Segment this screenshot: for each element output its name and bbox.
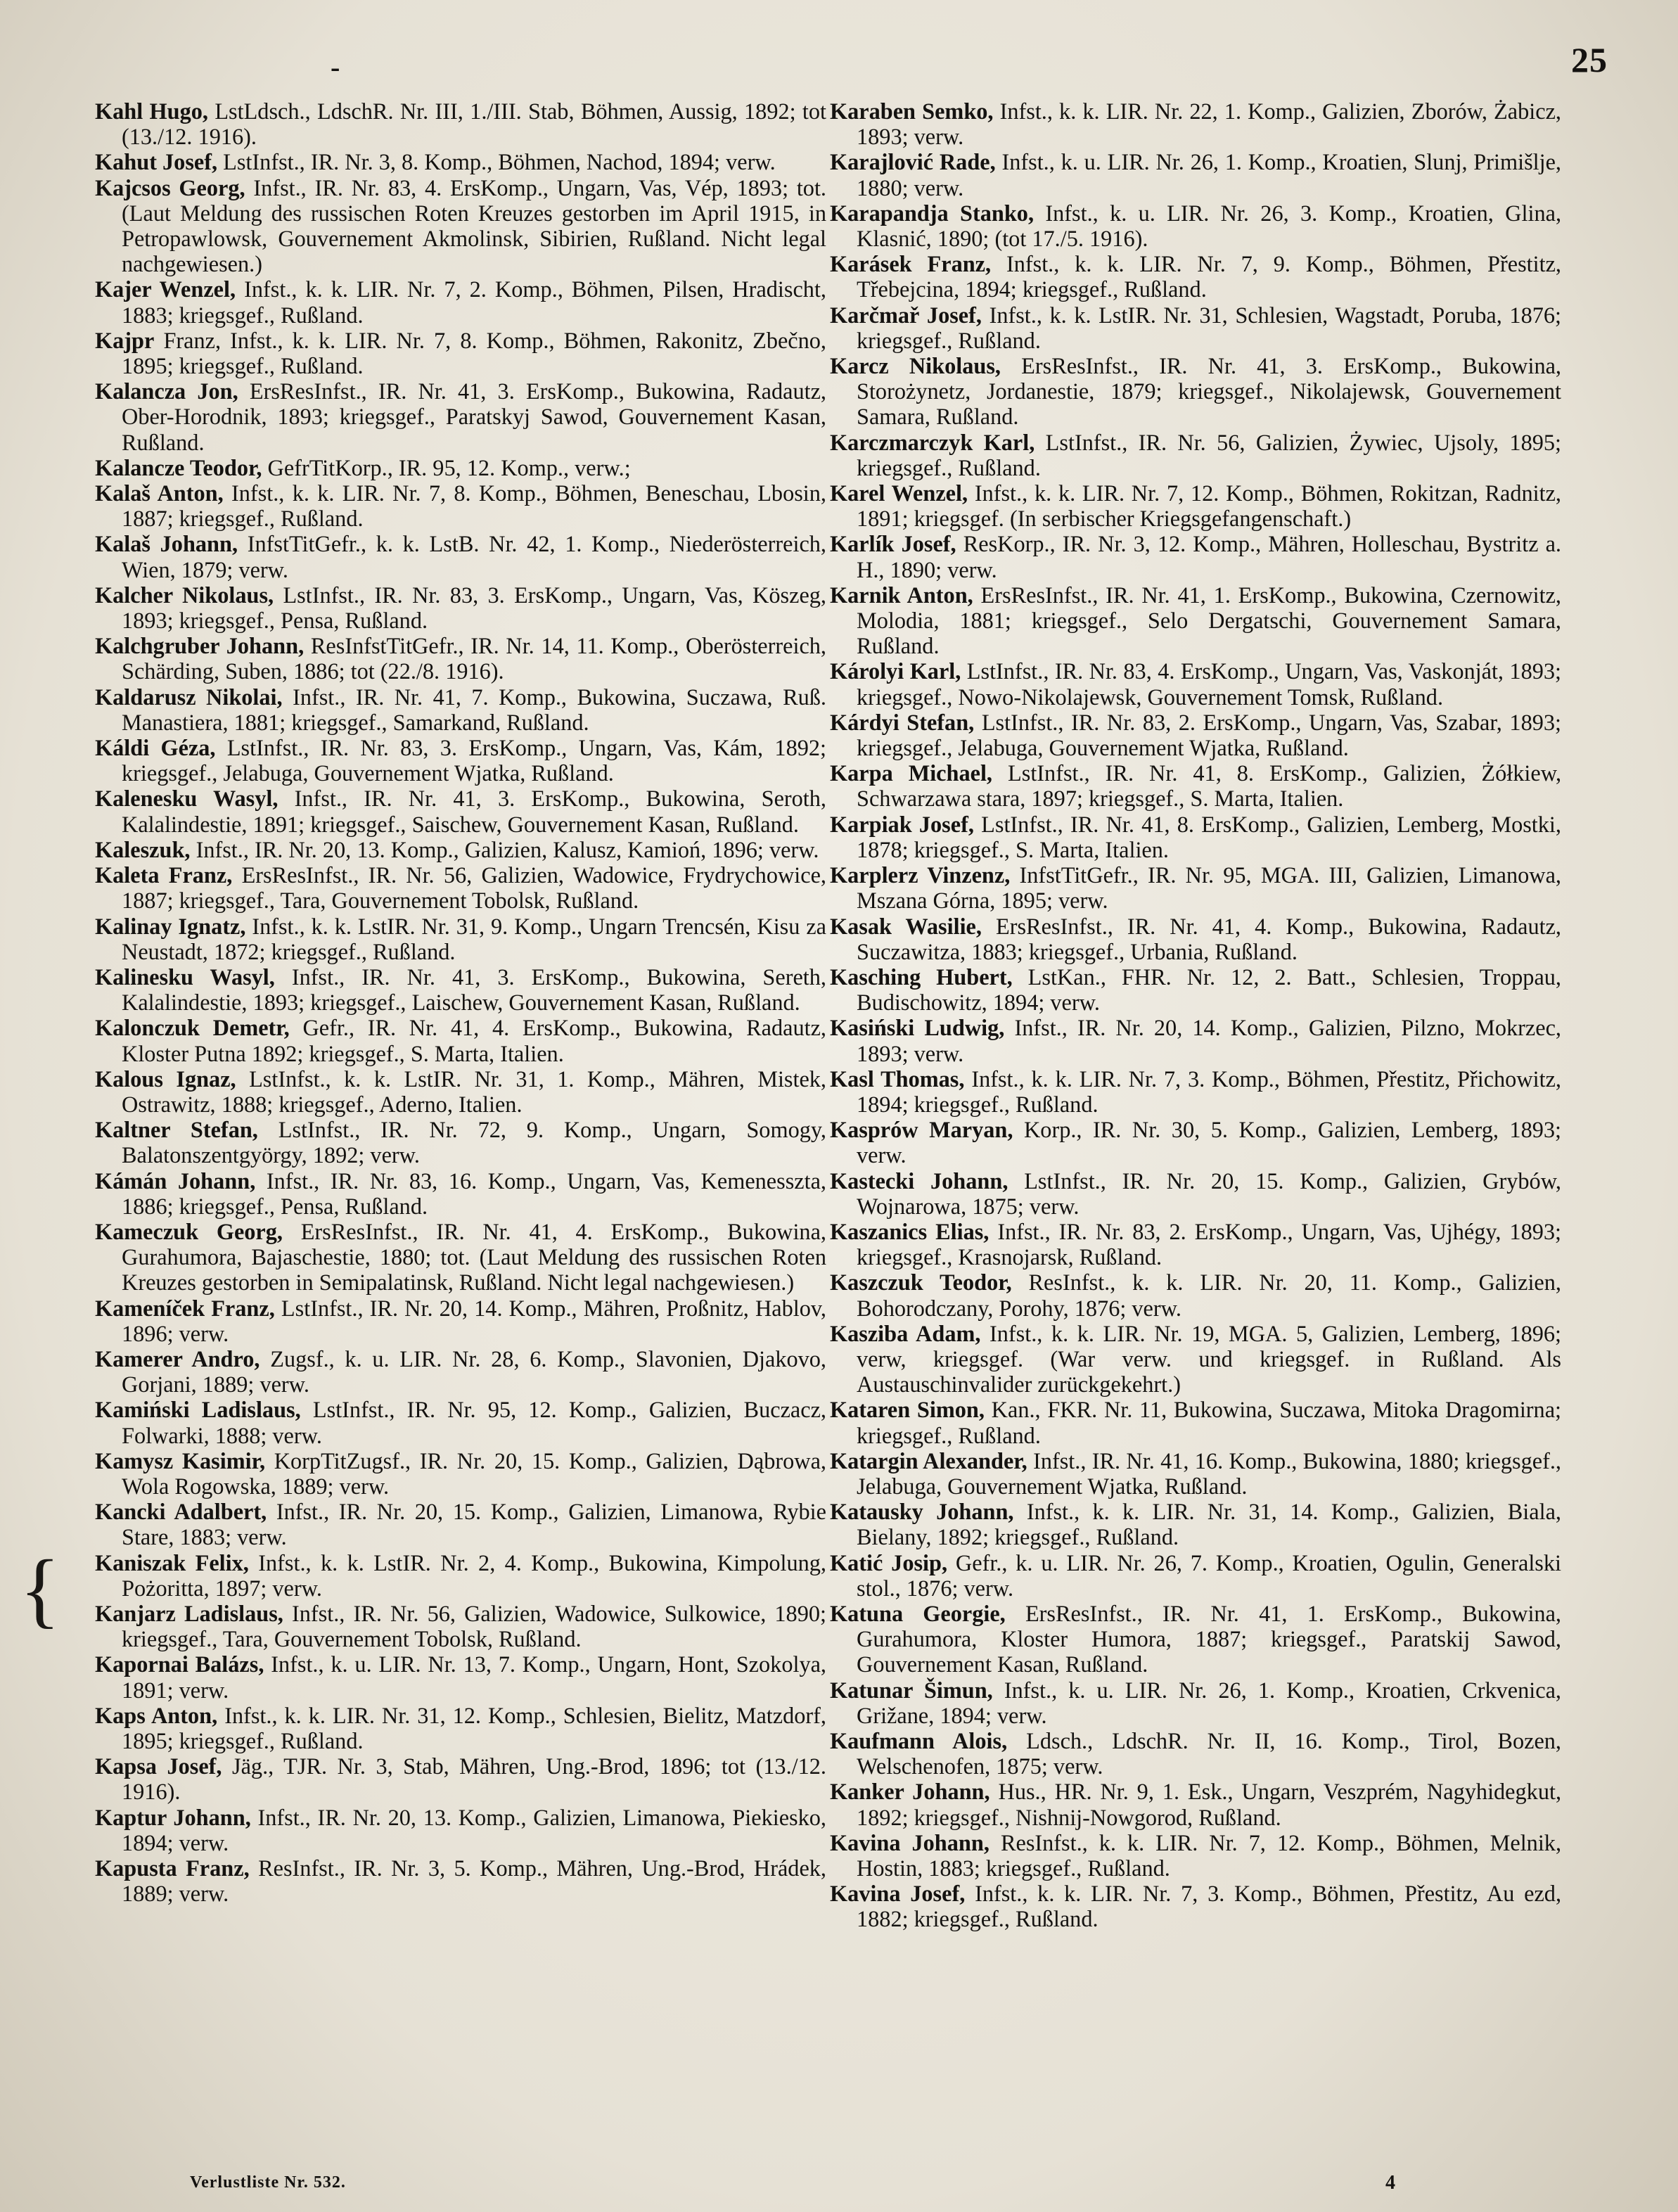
list-entry: [95, 328, 826, 378]
entry-name: Kalchgruber Johann,: [95, 633, 305, 659]
entry-name: Karlík Josef,: [830, 531, 956, 557]
entry-name: Kasiński Ludwig,: [830, 1015, 1005, 1041]
entry-name: Kataren Simon,: [830, 1397, 985, 1423]
entry-details: Infst., k. k. LIR. Nr. 31, 14. Komp., Galizien, Biala, Bielany, 1892; kriegsgef., Rußland.: [857, 1499, 1561, 1550]
entry-details: ErsResInfst., IR. Nr. 56, Galizien, Wadowice, Frydrychowice, 1887; kriegsgef., Tara, Gouvernement Tobolsk, Rußland.: [122, 862, 827, 914]
entry-details: Infst., k. k. LIR. Nr. 7, 2. Komp., Böhmen, Pilsen, Hradischt, 1883; kriegsgef., Rußland.: [122, 276, 826, 328]
list-entry: [95, 633, 826, 684]
entry-name: Karaben Semko,: [830, 98, 994, 124]
entry-name: Kalous Ignaz,: [95, 1066, 236, 1092]
entry-details: ErsResInfst., IR. Nr. 41, 3. ErsKomp., Bukowina, Radautz, Ober-Horodnik, 1893; kriegsgef., Paratskyj Sawod, Gouvernement Kasan, Rußland.: [122, 378, 826, 455]
entry-name: Kanker Johann,: [830, 1779, 990, 1805]
page-number: 25: [1571, 40, 1608, 79]
list-entry: [95, 276, 826, 327]
entry-name: Karajlović Rade,: [830, 149, 996, 175]
entry-details: Korp., IR. Nr. 30, 5. Komp., Galizien, Lemberg, 1893; verw.: [857, 1117, 1562, 1168]
entry-name: Kaniszak Felix,: [95, 1549, 249, 1575]
entry-details: LstInfst., IR. Nr. 83, 2. ErsKomp., Ungarn, Vas, Szabar, 1893; kriegsgef., Jelabuga, Gouvernement Wjatka, Rußland.: [857, 709, 1562, 761]
entry-name: Kasziba Adam,: [830, 1320, 981, 1346]
entry-details: Infst., k. u. LIR. Nr. 26, 3. Komp., Kroatien, Glina, Klasnić, 1890; (tot 17./5. 1916).: [857, 200, 1562, 252]
list-entry: [95, 455, 826, 480]
list-entry: [830, 914, 1561, 964]
entry-name: Katić Josip,: [830, 1549, 948, 1575]
entry-details: ErsResInfst., IR. Nr. 41, 1. ErsKomp., Bukowina, Gurahumora, Kloster Humora, 1887; kriegsgef., Paratskij Sawod, Gouvernement Kasan, Rußland.: [857, 1600, 1561, 1677]
list-entry: [830, 1881, 1561, 1931]
list-entry: [830, 1270, 1561, 1320]
entry-name: Kalancze Teodor,: [95, 454, 262, 480]
entry-name: Kameczuk Georg,: [95, 1218, 283, 1244]
right-column: [830, 98, 1561, 1932]
entry-name: Kapusta Franz,: [95, 1855, 250, 1881]
entry-details: ResInfst., k. k. LIR. Nr. 20, 11. Komp., Galizien, Bohorodczany, Porohy, 1876; verw.: [857, 1270, 1561, 1321]
entry-name: Kasching Hubert,: [830, 964, 1013, 990]
entry-details: Infst., IR. Nr. 83, 16. Komp., Ungarn, Vas, Kemenesszta, 1886; kriegsgef., Pensa, Rußland.: [122, 1168, 826, 1219]
entry-details: Infst., k. u. LIR. Nr. 26, 1. Komp., Kroatien, Crkvenica, Grižane, 1894; verw.: [857, 1677, 1562, 1728]
entry-details: KorpTitZugsf., IR. Nr. 20, 15. Komp., Galizien, Dąbrowa, Wola Rogowska, 1889; verw.: [122, 1447, 826, 1499]
entry-details: LstInfst., IR. Nr. 20, 14. Komp., Mähren, Proßnitz, Hablov, 1896; verw.: [122, 1295, 826, 1346]
entry-name: Kámán Johann,: [95, 1168, 256, 1194]
entry-details: Infst., k. k. LIR. Nr. 31, 12. Komp., Schlesien, Bielitz, Matzdorf, 1895; kriegsgef., Rußland.: [122, 1702, 826, 1753]
entry-details: Gefr., IR. Nr. 41, 4. ErsKomp., Bukowina, Radautz, Kloster Putna 1892; kriegsgef., S. Marta, Italien.: [122, 1015, 826, 1066]
entry-name: Kárdyi Stefan,: [830, 709, 975, 735]
list-entry: [95, 1499, 826, 1549]
entry-details: Infst., k. k. LIR. Nr. 7, 8. Komp., Böhmen, Beneschau, Lbosin, 1887; kriegsgef., Rußland.: [122, 480, 826, 532]
entry-name: Kajpr: [95, 327, 155, 353]
entry-details: ResInfst., k. k. LIR. Nr. 7, 12. Komp., Böhmen, Melnik, Hostin, 1883; kriegsgef., Rußland.: [857, 1829, 1562, 1881]
entry-details: Kan., FKR. Nr. 11, Bukowina, Suczawa, Mitoka Dragomirna; kriegsgef., Rußland.: [857, 1397, 1562, 1448]
entry-name: Kaptur Johann,: [95, 1804, 251, 1830]
list-entry: [95, 378, 826, 455]
entry-details: LstInfst., IR. Nr. 95, 12. Komp., Galizien, Buczacz, Folwarki, 1888; verw.: [122, 1397, 826, 1448]
list-entry: [830, 1117, 1561, 1168]
entry-name: Katunar Šimun,: [830, 1677, 993, 1703]
entry-name: Kalinay Ignatz,: [95, 913, 246, 939]
list-entry: [95, 964, 826, 1015]
list-entry: [95, 1296, 826, 1346]
entry-details: ErsResInfst., IR. Nr. 41, 4. Komp., Bukowina, Radautz, Suczawitza, 1883; kriegsgef., Urbania, Rußland.: [857, 913, 1561, 964]
entry-name: Kaufmann Alois,: [830, 1728, 1008, 1753]
entry-details: Jäg., TJR. Nr. 3, Stab, Mähren, Ung.-Brod, 1896; tot (13./12. 1916).: [122, 1753, 826, 1805]
entry-details: Infst., k. k. LIR. Nr. 7, 9. Komp., Böhmen, Přestitz, Třebejcina, 1894; kriegsgef., Rußland.: [857, 251, 1561, 302]
entry-details: Franz, Infst., k. k. LIR. Nr. 7, 8. Komp., Böhmen, Rakonitz, Zbečno, 1895; kriegsgef., Rußland.: [122, 327, 827, 379]
entry-name: Káldi Géza,: [95, 735, 216, 761]
list-entry: [95, 531, 826, 582]
entry-details: ResInfst., IR. Nr. 3, 5. Komp., Mähren, Ung.-Brod, Hrádek, 1889; verw.: [122, 1855, 827, 1907]
list-entry: [95, 1753, 826, 1804]
entry-details: LstInfst., IR. Nr. 56, Galizien, Żywiec, Ujsoly, 1895; kriegsgef., Rußland.: [857, 429, 1561, 480]
list-entry: [830, 1066, 1561, 1117]
entry-name: Kalonczuk Demetr,: [95, 1015, 290, 1041]
margin-brace-mark: {: [20, 1542, 60, 1636]
entry-name: Kasprów Maryan,: [830, 1117, 1013, 1143]
entry-details: LstInfst., IR. Nr. 83, 3. ErsKomp., Ungarn, Vas, Köszeg, 1893; kriegsgef., Pensa, Rußland.: [122, 582, 826, 634]
entry-details: Infst., k. u. LIR. Nr. 13, 7. Komp., Ungarn, Hont, Szokolya, 1891; verw.: [122, 1651, 826, 1703]
entry-details: LstInfst., IR. Nr. 83, 4. ErsKomp., Ungarn, Vas, Vaskonját, 1893; kriegsgef., Nowo-Nikolajewsk, Gouvernement Tomsk, Rußland.: [857, 658, 1561, 710]
list-entry: [830, 760, 1561, 811]
entry-name: Kaldarusz Nikolai,: [95, 684, 283, 710]
list-entry: [95, 1117, 826, 1168]
entry-name: Kamerer Andro,: [95, 1345, 260, 1372]
list-entry: [95, 1805, 826, 1855]
list-entry: [830, 430, 1561, 480]
entry-name: Karczmarczyk Karl,: [830, 429, 1035, 455]
entry-details: Infst., IR. Nr. 20, 15. Komp., Galizien, Limanowa, Rybie Stare, 1883; verw.: [122, 1499, 826, 1550]
entry-details: Infst., k. k. LIR. Nr. 19, MGA. 5, Galizien, Lemberg, 1896; verw, kriegsgef. (War verw. und kriegsgef. in Rußland. Als Austauschinvalider zurückgekehrt.): [857, 1320, 1561, 1398]
list-entry: [95, 1219, 826, 1296]
list-entry: [95, 480, 826, 531]
entry-name: Kapornai Balázs,: [95, 1651, 264, 1677]
list-entry: [830, 1499, 1561, 1549]
entry-details: ResInfstTitGefr., IR. Nr. 14, 11. Komp., Oberösterreich, Schärding, Suben, 1886; tot (22./8. 1916).: [122, 633, 826, 684]
entry-name: Karpa Michael,: [830, 760, 993, 786]
list-entry: [830, 1168, 1561, 1219]
list-entry: [95, 786, 826, 836]
entry-details: Infst., IR. Nr. 56, Galizien, Wadowice, Sulkowice, 1890; kriegsgef., Tara, Gouvernement Tobolsk, Rußland.: [122, 1600, 826, 1652]
footer-sheet-number: 4: [1385, 2172, 1395, 2194]
list-entry: [95, 1855, 826, 1906]
entry-name: Kalcher Nikolaus,: [95, 582, 274, 608]
list-entry: [830, 1728, 1561, 1779]
list-entry: [830, 1015, 1561, 1066]
entry-name: Kajer Wenzel,: [95, 276, 236, 302]
entry-name: Kaps Anton,: [95, 1702, 218, 1728]
entry-name: Karel Wenzel,: [830, 480, 968, 506]
list-entry: [830, 582, 1561, 659]
entry-name: Kastecki Johann,: [830, 1168, 1008, 1194]
entry-details: LstInfst., IR. Nr. 72, 9. Komp., Ungarn, Somogy, Balatonszentgyörgy, 1892; verw.: [122, 1117, 826, 1168]
list-entry: [830, 1779, 1561, 1829]
list-entry: [95, 684, 826, 735]
list-entry: [830, 862, 1561, 913]
entry-details: ErsResInfst., IR. Nr. 41, 3. ErsKomp., Bukowina, Storożynetz, Jordanestie, 1879; kriegsgef., Nikolajewsk, Gouvernement Samara, Rußland.: [857, 353, 1561, 430]
entry-details: ErsResInfst., IR. Nr. 41, 4. ErsKomp., Bukowina, Gurahumora, Bajaschestie, 1880; tot. (Laut Meldung des russischen Roten Kreuzes gestorben in Semipalatinsk, Rußland. Nicht legal nachgewiesen.): [122, 1218, 826, 1296]
list-entry: [95, 1651, 826, 1702]
list-entry: [830, 1397, 1561, 1447]
entry-name: Kavina Josef,: [830, 1881, 966, 1907]
list-entry: [830, 353, 1561, 430]
entry-details: LstKan., FHR. Nr. 12, 2. Batt., Schlesien, Troppau, Budischowitz, 1894; verw.: [857, 964, 1561, 1016]
entry-name: Kalenesku Wasyl,: [95, 786, 278, 812]
top-mark: -: [331, 51, 340, 83]
entry-name: Kamiński Ladislaus,: [95, 1397, 301, 1423]
list-entry: [95, 1448, 826, 1499]
list-entry: [830, 200, 1561, 251]
entry-name: Kahut Josef,: [95, 149, 218, 175]
list-entry: [830, 658, 1561, 709]
entry-name: Kalancza Jon,: [95, 378, 238, 404]
list-entry: [830, 812, 1561, 862]
entry-name: Katausky Johann,: [830, 1499, 1014, 1525]
entry-name: Katuna Georgie,: [830, 1600, 1006, 1626]
entry-name: Károlyi Karl,: [830, 658, 961, 684]
entry-name: Kaltner Stefan,: [95, 1117, 258, 1143]
list-entry: [95, 837, 826, 862]
entry-details: Infst., IR. Nr. 41, 16. Komp., Bukowina, 1880; kriegsgef., Jelabuga, Gouvernement Wjatka, Rußland.: [857, 1447, 1562, 1499]
entry-name: Katargin Alexander,: [830, 1447, 1027, 1473]
entry-details: LstInfst., IR. Nr. 20, 15. Komp., Galizien, Grybów, Wojnarowa, 1875; verw.: [857, 1168, 1562, 1219]
entry-name: Kaleszuk,: [95, 836, 191, 862]
list-entry: [830, 710, 1561, 760]
entry-details: Ldsch., LdschR. Nr. II, 16. Komp., Tirol, Bozen, Welschenofen, 1875; verw.: [857, 1728, 1562, 1779]
entry-details: InfstTitGefr., k. k. LstB. Nr. 42, 1. Komp., Niederösterreich, Wien, 1879; verw.: [122, 531, 827, 582]
list-entry: [95, 149, 826, 174]
entry-details: LstInfst., IR. Nr. 41, 8. ErsKomp., Galizien, Żółkiew, Schwarzawa stara, 1897; kriegsgef., S. Marta, Italien.: [857, 760, 1562, 812]
entry-name: Kaszanics Elias,: [830, 1218, 989, 1244]
entry-name: Karplerz Vinzenz,: [830, 862, 1011, 888]
entry-details: LstInfst., IR. Nr. 3, 8. Komp., Böhmen, Nachod, 1894; verw.: [223, 149, 776, 175]
list-entry: [95, 1168, 826, 1219]
list-entry: [830, 1219, 1561, 1270]
list-entry: [95, 862, 826, 913]
entry-name: Kajcsos Georg,: [95, 174, 245, 200]
list-entry: [830, 251, 1561, 302]
list-entry: [830, 1448, 1561, 1499]
list-entry: [830, 1601, 1561, 1677]
list-entry: [95, 1397, 826, 1447]
entry-details: Infst., k. k. LstIR. Nr. 31, 9. Komp., Ungarn Trencsén, Kisu za Neustadt, 1872; kriegsgef., Rußland.: [122, 913, 826, 964]
entry-details: Infst., k. k. LstIR. Nr. 2, 4. Komp., Bukowina, Kimpolung, Pożoritta, 1897; verw.: [122, 1549, 827, 1601]
list-entry: [830, 149, 1561, 200]
entry-name: Karapandja Stanko,: [830, 200, 1035, 226]
entry-name: Kahl Hugo,: [95, 98, 208, 124]
entry-name: Kavina Johann,: [830, 1829, 989, 1855]
entry-name: Kaleta Franz,: [95, 862, 233, 888]
list-entry: [830, 1550, 1561, 1601]
entry-name: Karcz Nikolaus,: [830, 353, 1001, 379]
list-entry: [830, 531, 1561, 582]
entry-name: Kancki Adalbert,: [95, 1499, 267, 1525]
list-entry: [830, 964, 1561, 1015]
entry-details: Infst., IR. Nr. 83, 2. ErsKomp., Ungarn, Vas, Ujhégy, 1893; kriegsgef., Krasnojarsk, Rußland.: [857, 1218, 1561, 1270]
list-entry: [830, 1677, 1561, 1728]
list-entry: [95, 1015, 826, 1066]
entry-details: Infst., k. k. LIR. Nr. 7, 3. Komp., Böhmen, Přestitz, Au ezd, 1882; kriegsgef., Rußland.: [857, 1881, 1562, 1932]
left-column: [95, 98, 826, 1906]
list-entry: [830, 1830, 1561, 1881]
entry-details: ErsResInfst., IR. Nr. 41, 1. ErsKomp., Bukowina, Czernowitz, Molodia, 1881; kriegsgef., Selo Dergatschi, Gouvernement Samara, Rußland.: [857, 582, 1561, 659]
entry-name: Kameníček Franz,: [95, 1295, 275, 1321]
entry-details: Infst., IR. Nr. 41, 3. ErsKomp., Bukowina, Sereth, Kalalindestie, 1893; kriegsgef., Laischew, Gouvernement Kasan, Rußland.: [122, 964, 826, 1016]
entry-details: Gefr., k. u. LIR. Nr. 26, 7. Komp., Kroatien, Ogulin, Generalski stol., 1876; verw.: [857, 1549, 1561, 1601]
entry-name: Kalaš Anton,: [95, 480, 224, 506]
entry-name: Karásek Franz,: [830, 251, 992, 277]
footer-publication: Verlustliste Nr. 532.: [190, 2173, 346, 2192]
entry-details: Infst., IR. Nr. 41, 3. ErsKomp., Bukowina, Seroth, Kalalindestie, 1891; kriegsgef., Saischew, Gouvernement Kasan, Rußland.: [122, 786, 827, 837]
entry-name: Kamysz Kasimir,: [95, 1447, 266, 1473]
entry-name: Kasl Thomas,: [830, 1066, 965, 1092]
list-entry: [830, 98, 1561, 149]
list-entry: [830, 1321, 1561, 1398]
list-entry: [95, 175, 826, 277]
list-entry: [830, 480, 1561, 531]
list-entry: [95, 1346, 826, 1397]
entry-name: Kalaš Johann,: [95, 531, 238, 557]
list-entry: [95, 1066, 826, 1117]
entry-name: Karpiak Josef,: [830, 811, 974, 837]
entry-details: LstInfst., k. k. LstIR. Nr. 31, 1. Komp., Mähren, Mistek, Ostrawitz, 1888; kriegsgef., Aderno, Italien.: [122, 1066, 827, 1117]
entry-name: Kalinesku Wasyl,: [95, 964, 275, 990]
entry-name: Kapsa Josef,: [95, 1753, 222, 1779]
entry-details: Infst., IR. Nr. 20, 13. Komp., Galizien, Limanowa, Piekiesko, 1894; verw.: [122, 1804, 826, 1855]
entry-details: Hus., HR. Nr. 9, 1. Esk., Ungarn, Veszprém, Nagyhidegkut, 1892; kriegsgef., Nishnij-Nowgorod, Rußland.: [857, 1779, 1562, 1830]
entry-details: Infst., k. u. LIR. Nr. 26, 1. Komp., Kroatien, Slunj, Primišlje, 1880; verw.: [857, 149, 1561, 200]
entry-name: Kaszczuk Teodor,: [830, 1270, 1012, 1296]
list-entry: [95, 98, 826, 149]
entry-details: LstLdsch., LdschR. Nr. III, 1./III. Stab, Böhmen, Aussig, 1892; tot (13./12. 1916).: [122, 98, 826, 150]
entry-details: Infst., k. k. LIR. Nr. 7, 12. Komp., Böhmen, Rokitzan, Radnitz, 1891; kriegsgef. (In serbischer Kriegsgefangenschaft.): [857, 480, 1561, 532]
entry-details: Infst., k. k. LstIR. Nr. 31, Schlesien, Wagstadt, Poruba, 1876; kriegsgef., Rußland.: [857, 302, 1562, 353]
list-entry: [95, 1550, 826, 1601]
list-entry: [95, 735, 826, 786]
entry-details: GefrTitKorp., IR. 95, 12. Komp., verw.;: [267, 454, 631, 480]
list-entry: [95, 582, 826, 633]
entry-details: Infst., k. k. LIR. Nr. 7, 3. Komp., Böhmen, Přestitz, Přichowitz, 1894; kriegsgef., Rußland.: [857, 1066, 1562, 1117]
entry-name: Kasak Wasilie,: [830, 913, 982, 939]
entry-details: Zugsf., k. u. LIR. Nr. 28, 6. Komp., Slavonien, Djakovo, Gorjani, 1889; verw.: [122, 1345, 826, 1398]
entry-details: Infst., IR. Nr. 83, 4. ErsKomp., Ungarn, Vas, Vép, 1893; tot. (Laut Meldung des russischen Roten Kreuzes gestorben im April 1915, in Petropawlowsk, Gouvernement Akmolinsk, Sibirien, Rußland. Nicht legal nachgewiesen.): [122, 174, 827, 277]
entry-name: Karnik Anton,: [830, 582, 973, 608]
entry-details: LstInfst., IR. Nr. 41, 8. ErsKomp., Galizien, Lemberg, Mostki, 1878; kriegsgef., S. Marta, Italien.: [857, 811, 1561, 862]
entry-details: Infst., k. k. LIR. Nr. 22, 1. Komp., Galizien, Zborów, Żabicz, 1893; verw.: [857, 98, 1561, 150]
entry-details: LstInfst., IR. Nr. 83, 3. ErsKomp., Ungarn, Vas, Kám, 1892; kriegsgef., Jelabuga, Gouvernement Wjatka, Rußland.: [122, 735, 826, 786]
list-entry: [95, 914, 826, 964]
entry-details: InfstTitGefr., IR. Nr. 95, MGA. III, Galizien, Limanowa, Mszana Górna, 1895; verw.: [857, 862, 1561, 914]
list-entry: [95, 1703, 826, 1753]
entry-name: Kanjarz Ladislaus,: [95, 1600, 283, 1626]
entry-name: Karčmař Josef,: [830, 302, 982, 328]
entry-details: Infst., IR. Nr. 20, 14. Komp., Galizien, Pilzno, Mokrzec, 1893; verw.: [857, 1015, 1561, 1066]
entry-details: Infst., IR. Nr. 41, 7. Komp., Bukowina, Suczawa, Ruß. Manastiera, 1881; kriegsgef., Samarkand, Rußland.: [122, 684, 826, 735]
entry-details: Infst., IR. Nr. 20, 13. Komp., Galizien, Kalusz, Kamioń, 1896; verw.: [196, 836, 819, 862]
list-entry: [830, 302, 1561, 353]
entry-details: ResKorp., IR. Nr. 3, 12. Komp., Mähren, Holleschau, Bystritz a. H., 1890; verw.: [857, 531, 1562, 582]
list-entry: [95, 1601, 826, 1651]
